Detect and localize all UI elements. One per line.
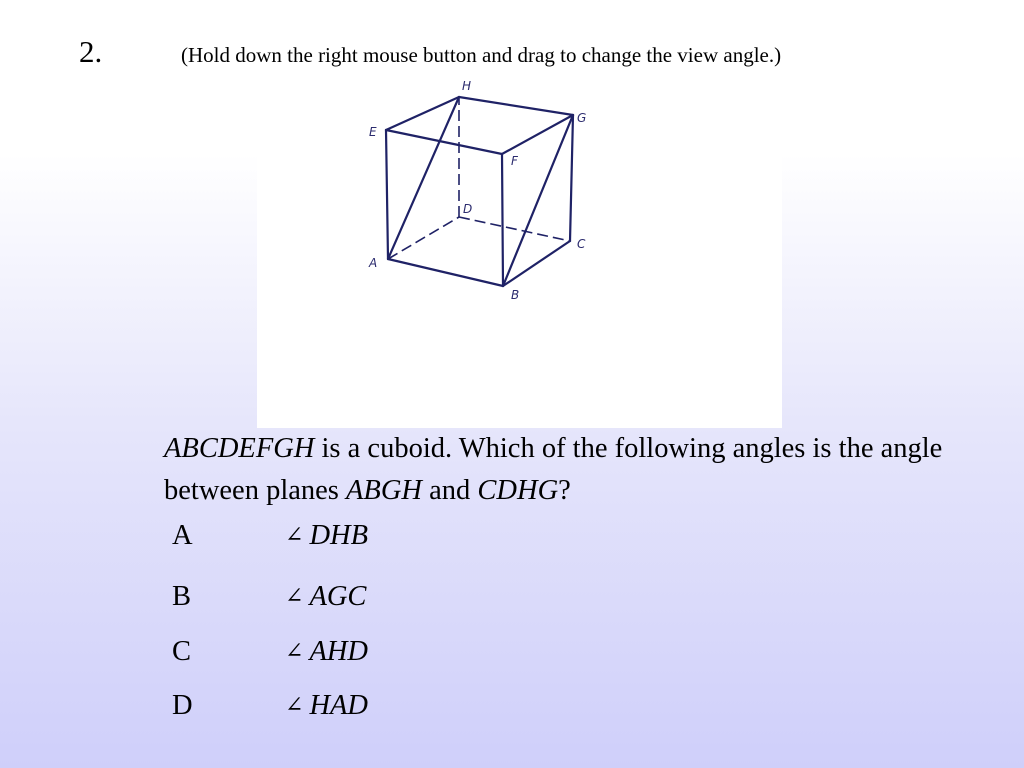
angle-symbol: ∠ [285,639,304,664]
plane-name-cdhg: CDHG [477,475,559,506]
option-a-letter[interactable]: A [172,520,193,551]
angle-symbol: ∠ [285,523,304,548]
edge-BF [502,154,503,286]
option-b-letter[interactable]: B [172,581,192,612]
vertex-label-G: G [577,111,587,125]
vertex-label-H: H [462,80,472,93]
question-number: 2. [79,34,103,69]
cuboid-name: ABCDEFGH [164,433,315,464]
instruction-text: (Hold down the right mouse button and drag to change the view angle.) [181,43,782,67]
edge-GH [459,97,573,115]
option-d-letter[interactable]: D [172,690,193,721]
vertex-label-F: F [511,154,518,168]
vertex-label-E: E [369,125,377,139]
option-c-angle-name: AHD [309,636,369,667]
edge-DC [459,217,570,241]
option-d-angle-name: HAD [309,690,369,721]
question-mark: ? [558,475,571,506]
vertex-label-A: A [369,256,378,270]
edge-AB [388,259,503,286]
question-text [164,428,984,512]
option-c-angle[interactable] [285,636,368,668]
angle-symbol: ∠ [285,584,304,609]
vertex-label-B: B [511,288,520,302]
edge-FG [502,115,573,154]
diagonal-BG [503,115,573,286]
diagonal-AH [388,97,459,259]
option-c-letter[interactable]: C [172,636,192,667]
plane-name-abgh: ABGH [346,475,422,506]
option-a-angle[interactable] [285,520,368,552]
edge-AD [388,217,459,259]
option-b-angle-name: AGC [309,581,367,612]
vertex-label-D: D [463,202,473,216]
option-d-angle[interactable] [285,690,368,722]
edge-AE [386,130,388,259]
question-text-segment: is a cuboid. Which of the following angles is the angle between planes [164,433,943,506]
option-b-angle[interactable] [285,581,366,613]
edge-HE [386,97,459,130]
question-text-and: and [422,475,478,506]
edge-CG [570,115,573,241]
option-a-angle-name: DHB [309,520,369,551]
vertex-label-C: C [577,237,586,251]
cuboid-diagram[interactable] [257,80,782,428]
cuboid-3d-view[interactable] [257,80,782,428]
angle-symbol: ∠ [285,693,304,718]
